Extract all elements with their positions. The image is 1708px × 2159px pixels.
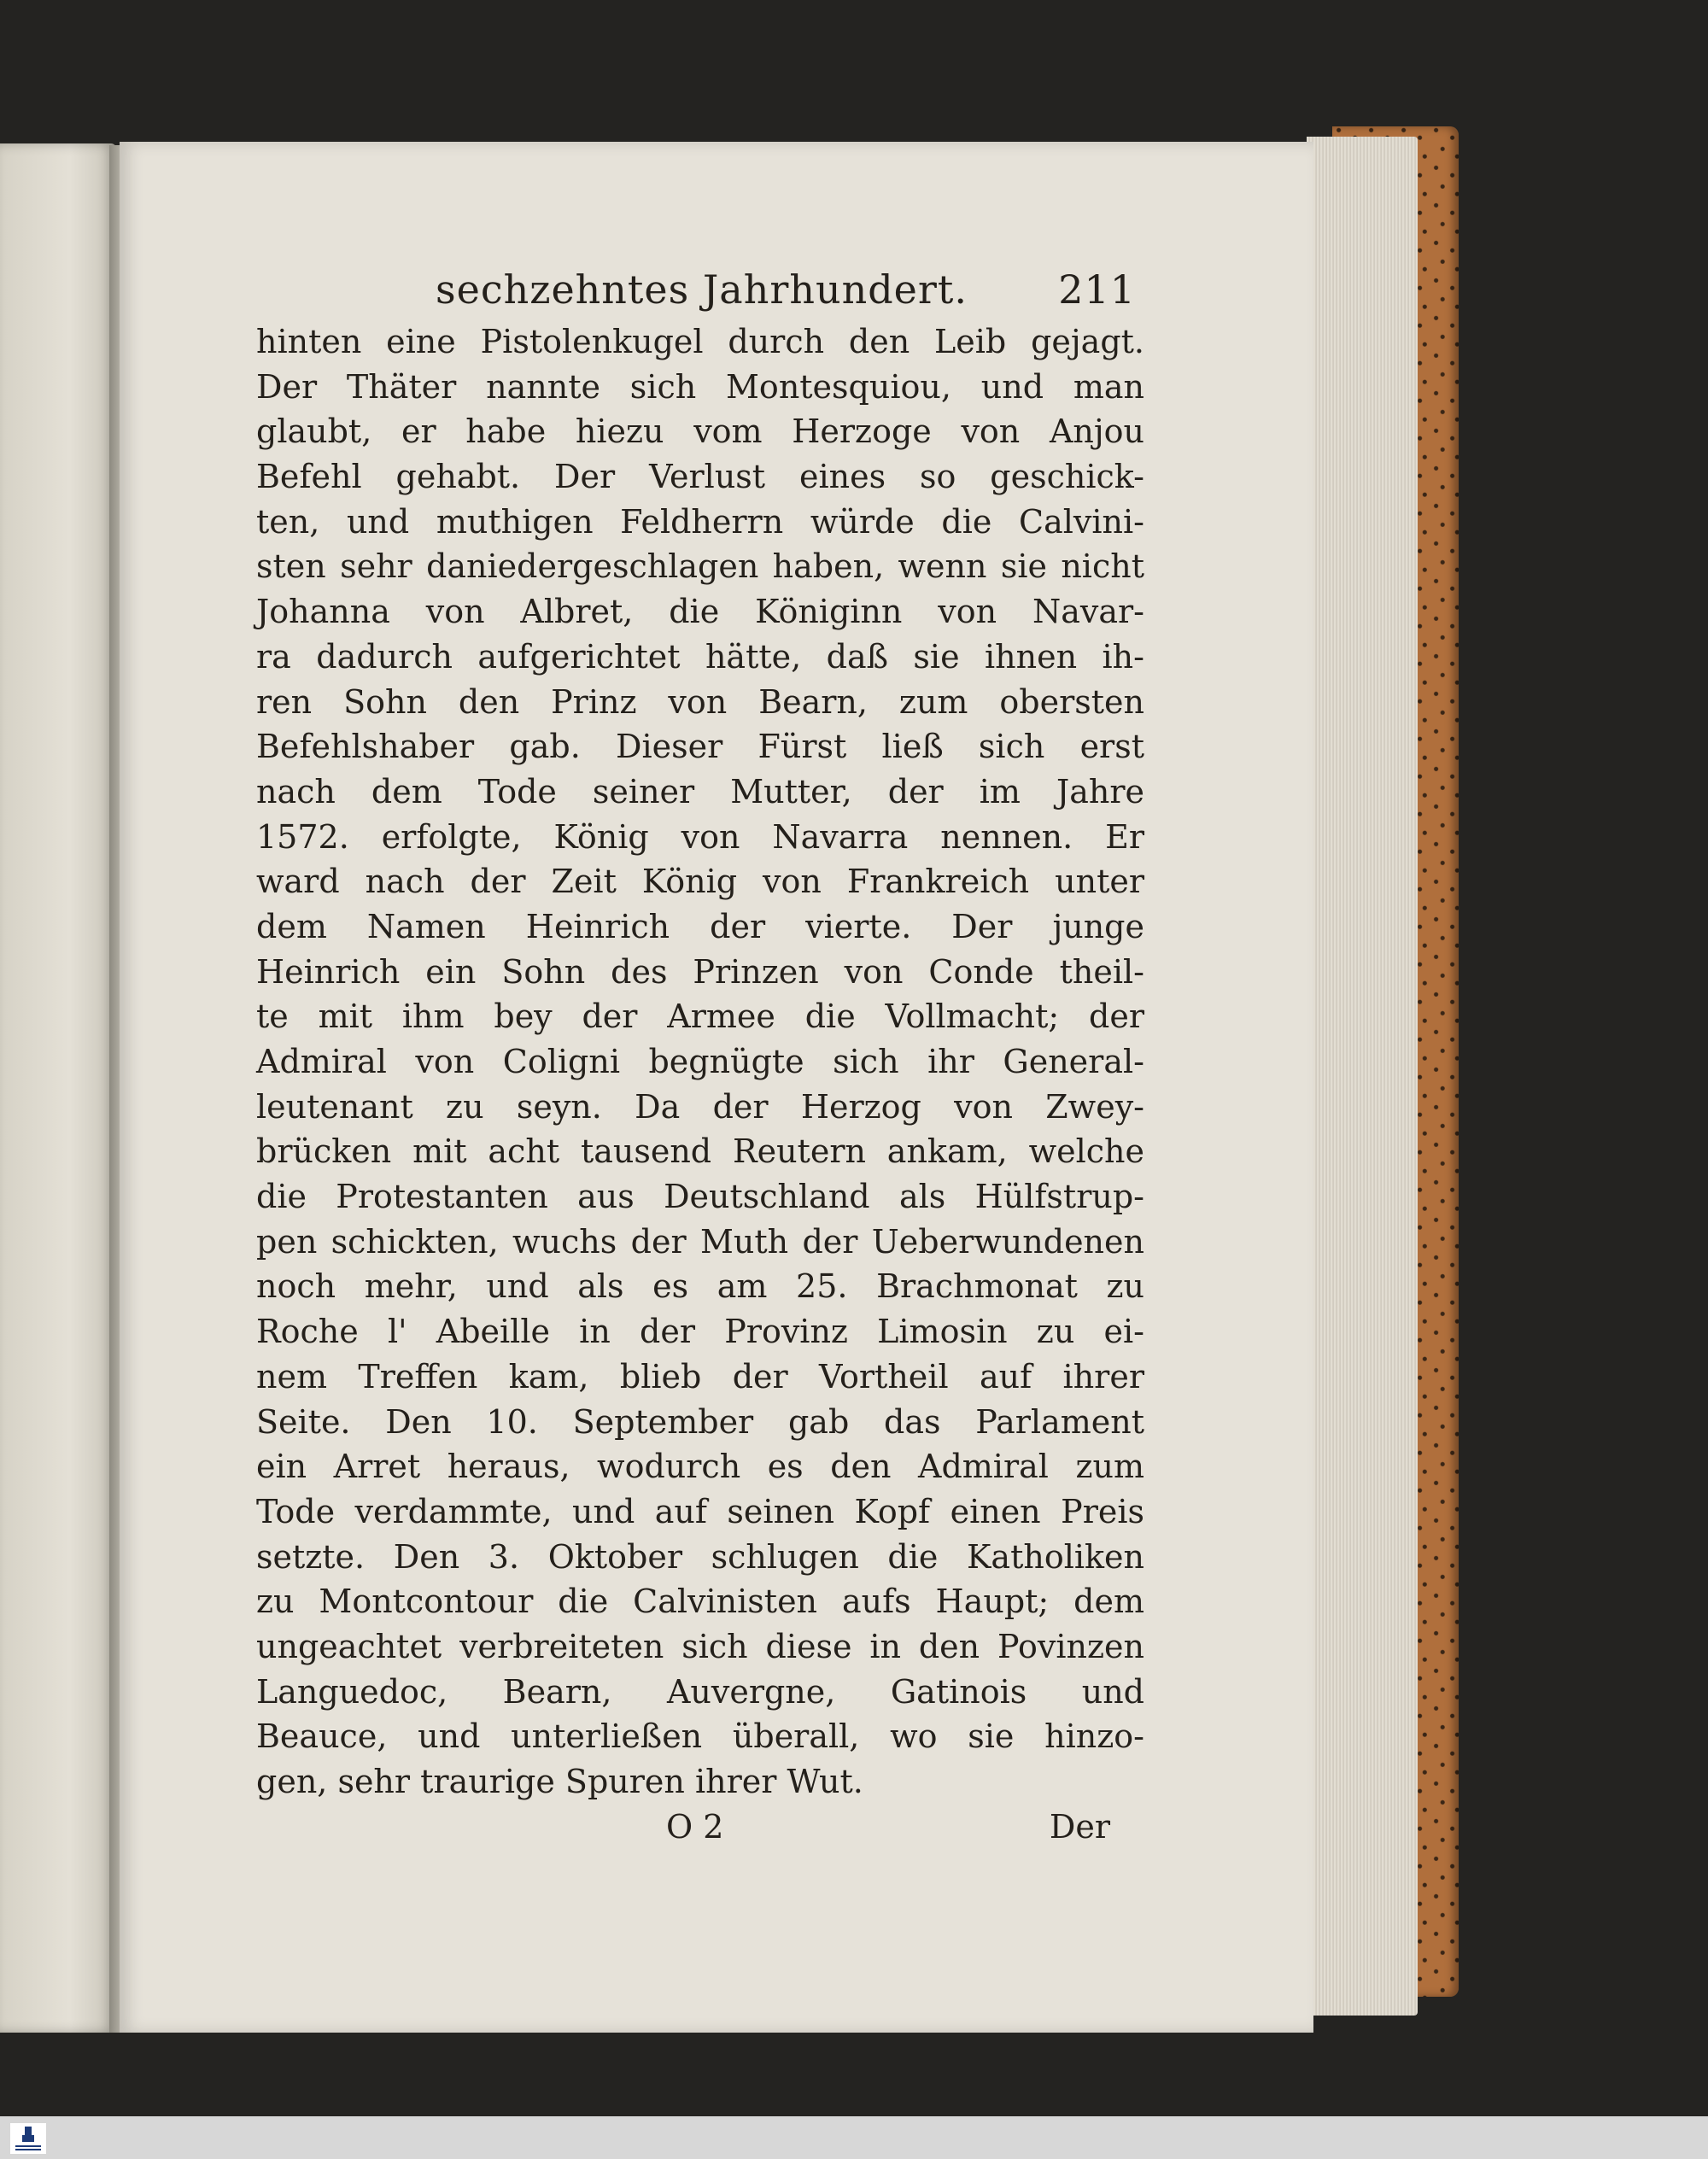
text-line: brücken mit acht tausend Reutern ankam, welche xyxy=(256,1132,1144,1171)
text-line: Admiral von Coligni begnügte sich ihr General- xyxy=(256,1043,1144,1080)
page-block-edge xyxy=(1307,137,1418,2016)
text-line: sten sehr daniedergeschlagen haben, wenn sie nicht xyxy=(256,547,1144,586)
text-line: Seite. Den 10. September gab das Parlament xyxy=(256,1402,1144,1441)
text-line: glaubt, er habe hiezu vom Herzoge von Anjou xyxy=(256,412,1144,451)
text-line: hinten eine Pistolenkugel durch den Leib gejagt. xyxy=(256,323,1144,360)
text-line: Languedoc, Bearn, Auvergne, Gatinois und xyxy=(256,1672,1144,1711)
facing-page-edge-marks xyxy=(82,998,99,2022)
catchword: Der xyxy=(1049,1807,1110,1846)
text-line: te mit ihm bey der Armee die Vollmacht; der xyxy=(256,998,1144,1036)
text-line: nem Treffen kam, blieb der Vortheil auf ihrer xyxy=(256,1357,1144,1395)
text-line: die Protestanten aus Deutschland als Hülfstrup- xyxy=(256,1178,1144,1216)
text-line: Befehlshaber gab. Dieser Fürst ließ sich erst xyxy=(256,728,1144,766)
running-head-title: sechzehntes Jahrhundert. xyxy=(436,266,968,313)
text-line: ein Arret heraus, wodurch es den Admiral zum xyxy=(256,1448,1144,1486)
body-text xyxy=(256,319,1144,1805)
facing-page-left xyxy=(0,143,116,2033)
text-line: 1572. erfolgte, König von Navarra nennen. Er xyxy=(256,817,1144,856)
text-line: dem Namen Heinrich der vierte. Der junge xyxy=(256,907,1144,945)
signature-mark: O 2 xyxy=(666,1807,724,1846)
text-line: gen, sehr traurige Spuren ihrer Wut. xyxy=(256,1763,863,1800)
library-logo-icon xyxy=(10,2123,46,2154)
text-line: zu Montcontour die Calvinisten aufs Haupt; dem xyxy=(256,1583,1144,1621)
text-line: Der Thäter nannte sich Montesquiou, und man xyxy=(256,367,1144,406)
text-line: Roche l' Abeille in der Provinz Limosin zu ei- xyxy=(256,1313,1144,1351)
text-line: ungeachtet verbreiteten sich diese in den Povinzen xyxy=(256,1627,1144,1665)
text-line: ren Sohn den Prinz von Bearn, zum obersten xyxy=(256,682,1144,721)
running-head xyxy=(256,260,1144,319)
text-line: ten, und muthigen Feldherrn würde die Calvini- xyxy=(256,502,1144,541)
text-line: Befehl gehabt. Der Verlust eines so geschick- xyxy=(256,458,1144,496)
text-line: setzte. Den 3. Oktober schlugen die Katholiken xyxy=(256,1537,1144,1576)
text-line: ward nach der Zeit König von Frankreich unter xyxy=(256,863,1144,901)
page-footer xyxy=(256,1808,1144,1856)
viewer-bottom-bar xyxy=(0,2116,1708,2159)
page-number: 211 xyxy=(1058,266,1136,313)
text-line: Tode verdammte, und auf seinen Kopf einen Preis xyxy=(256,1492,1144,1530)
text-line: Johanna von Albret, die Königinn von Navar- xyxy=(256,593,1144,631)
library-logo-icon xyxy=(10,2123,46,2154)
page-text xyxy=(256,260,1144,1856)
text-line: nach dem Tode seiner Mutter, der im Jahre xyxy=(256,772,1144,810)
text-line: Heinrich ein Sohn des Prinzen von Conde theil- xyxy=(256,952,1144,991)
text-line: Beauce, und unterließen überall, wo sie hinzo- xyxy=(256,1717,1144,1756)
text-line: pen schickten, wuchs der Muth der Ueberwundenen xyxy=(256,1222,1144,1261)
text-line: leutenant zu seyn. Da der Herzog von Zwey- xyxy=(256,1087,1144,1126)
text-line: noch mehr, und als es am 25. Brachmonat zu xyxy=(256,1267,1144,1306)
text-line: ra dadurch aufgerichtet hätte, daß sie ihnen ih- xyxy=(256,637,1144,676)
